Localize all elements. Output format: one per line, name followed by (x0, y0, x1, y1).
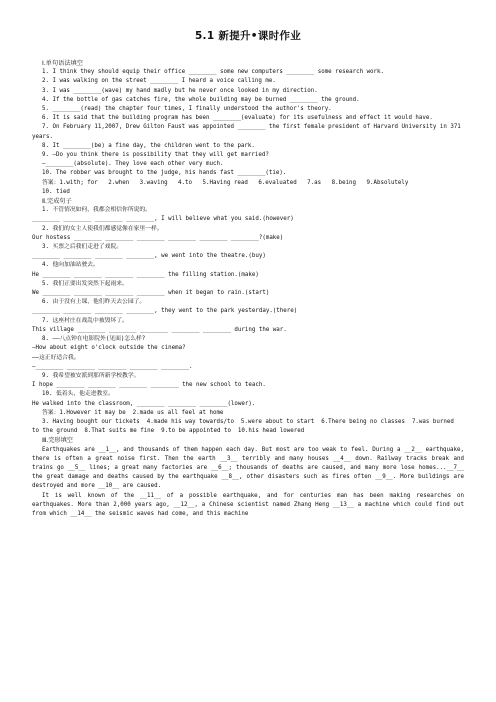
question-item: 5. ________(read) the chapter four times, I finally understood the author's theory. (42, 106, 332, 113)
question-item: 8. It ________(be) a fine day, the children went to the park. (42, 142, 255, 149)
question-item: 7. On February 11,2007, Drew Gilton Faust was appointed ________ the first female president of Harvard University in 371 years. (32, 124, 465, 140)
cloze-paragraph: It is well known of the __11__ of a possible earthquake, and for centuries man has been making researches on earthquakes. More than 2,000 years ago, __12__, a Chinese scientist named Zhang Heng __13__ a machine which could find out from which __14__ the seismic waves had come, and this machine (32, 492, 464, 517)
section-heading: Ⅱ.完成句子 (42, 198, 72, 206)
question-item: 8. ——八点钟在电影院外(见面)怎么样? (42, 336, 146, 343)
question-item: 3. I was ________(wave) my hand madly but he never once looked in my direction. (42, 87, 318, 94)
question-item: 6. It is said that the building program has been ________(evaluate) for its usefulness and effect it would have. (42, 115, 433, 122)
section-complete-sentences (32, 197, 464, 436)
question-item: —________(absolute). They love each other very much. (42, 161, 224, 168)
question-item: ________ ________ ________ ________, they went to the park yesterday.(there) (32, 308, 298, 315)
answer-key-cont: 3. Having bought our tickets 4.made his way towards/to 5.were about to start 6.There being no classes 7.was burned to the ground 8.That suits me fine 9.to be appointed to 10.his head lowered (32, 418, 458, 435)
question-item: —How about eight o'clock outside the cinema? (32, 345, 186, 352)
cloze-paragraph: Earthquakes are __1__, and thousands of them happen each day. But most are too weak to feel. During a __2__ earthquake, there is often a great noise first. Then the earth __3__ terribly and many houses __4__ down. Railway tracks break and trains go __5__ lines; a great many factories are __6__; thousands of deaths are caused, and many more lose homes...__7__ the great damage and deaths caused by the earthquake __8__, other disasters such as fires often __9__. More buildings are destroyed and more __10__ are caused. (32, 446, 464, 490)
question-item: Our hostess ________ ________ ________ ________ ________ ________?(make) (32, 234, 284, 241)
section-heading: Ⅲ.完形填空 (42, 437, 73, 445)
question-item: —________ ________ ________ ________ ________. (32, 363, 193, 370)
question-item: ________ ________ ________ ________, I will believe what you said.(however) (32, 216, 294, 223)
question-item: We ________ ________ ________ ________ when it began to rain.(start) (32, 290, 270, 297)
question-item: 1. 不管情况如何，我都会相信你所说的。 (42, 207, 152, 214)
question-item: ________ ________ ________ ________, we went into the theatre.(buy) (32, 253, 266, 260)
section-grammar-fill (32, 59, 464, 197)
question-item: 10. The robber was brought to the judge, his hands fast ________(tie). (42, 170, 287, 177)
question-item: 4. 他向加油站驶去。 (42, 262, 99, 269)
question-item: He walked into the classroom, ________ ________ ________(lower). (32, 400, 256, 407)
question-item: 4. If the bottle of gas catches fire, the whole building may be burned ________ the ground. (42, 96, 360, 103)
page-title: 5.1 新提升•课时作业 (194, 30, 302, 42)
section-cloze (32, 436, 464, 519)
question-item: I hope ________ ________ ________ ________ the new school to teach. (32, 382, 266, 389)
answer-key-cont: 10. tied (42, 188, 70, 195)
question-item: 1. I think they should equip their office ________ some new computers ________ some research work. (42, 69, 385, 76)
question-item: 9. 我希望被安派到那所新学校教学。 (42, 372, 140, 379)
section-heading: Ⅰ.单句语法填空 (42, 60, 83, 67)
question-item: 7. 这座村庄在战乱中被毁坏了。 (42, 317, 128, 324)
question-item: 9. —Do you think there is possibility that they will get married? (42, 152, 269, 159)
question-item: 3. 买票之后我们走进了戏院。 (42, 244, 123, 251)
worksheet-page (32, 28, 464, 519)
question-item: 10. 低着头，他走进教室。 (42, 391, 114, 398)
question-item: He ________ ________ ________ ________ the filling station.(make) (32, 271, 259, 278)
question-item: 2. 我们的女主人使我们都感觉像在家里一样。 (42, 225, 163, 232)
question-item: 6. 由于没有上课，他们昨天去公园了。 (42, 299, 146, 306)
answer-key: 答案：1.However it may be 2.made us all feel at home (42, 409, 224, 416)
question-item: 5. 我们正要出发突然下起雨来。 (42, 280, 128, 287)
question-item: 2. I was walking on the street ________ I heard a voice calling me. (42, 78, 276, 85)
question-item: ——这正好适合我。 (32, 354, 80, 361)
answer-key: 答案：1.with; for 2.when 3.waving 4.to 5.Having read 6.evaluated 7.as 8.being 9.Absolutely (42, 179, 409, 186)
question-item: This village ________ ________ ________ ________ ________ during the war. (32, 326, 287, 333)
